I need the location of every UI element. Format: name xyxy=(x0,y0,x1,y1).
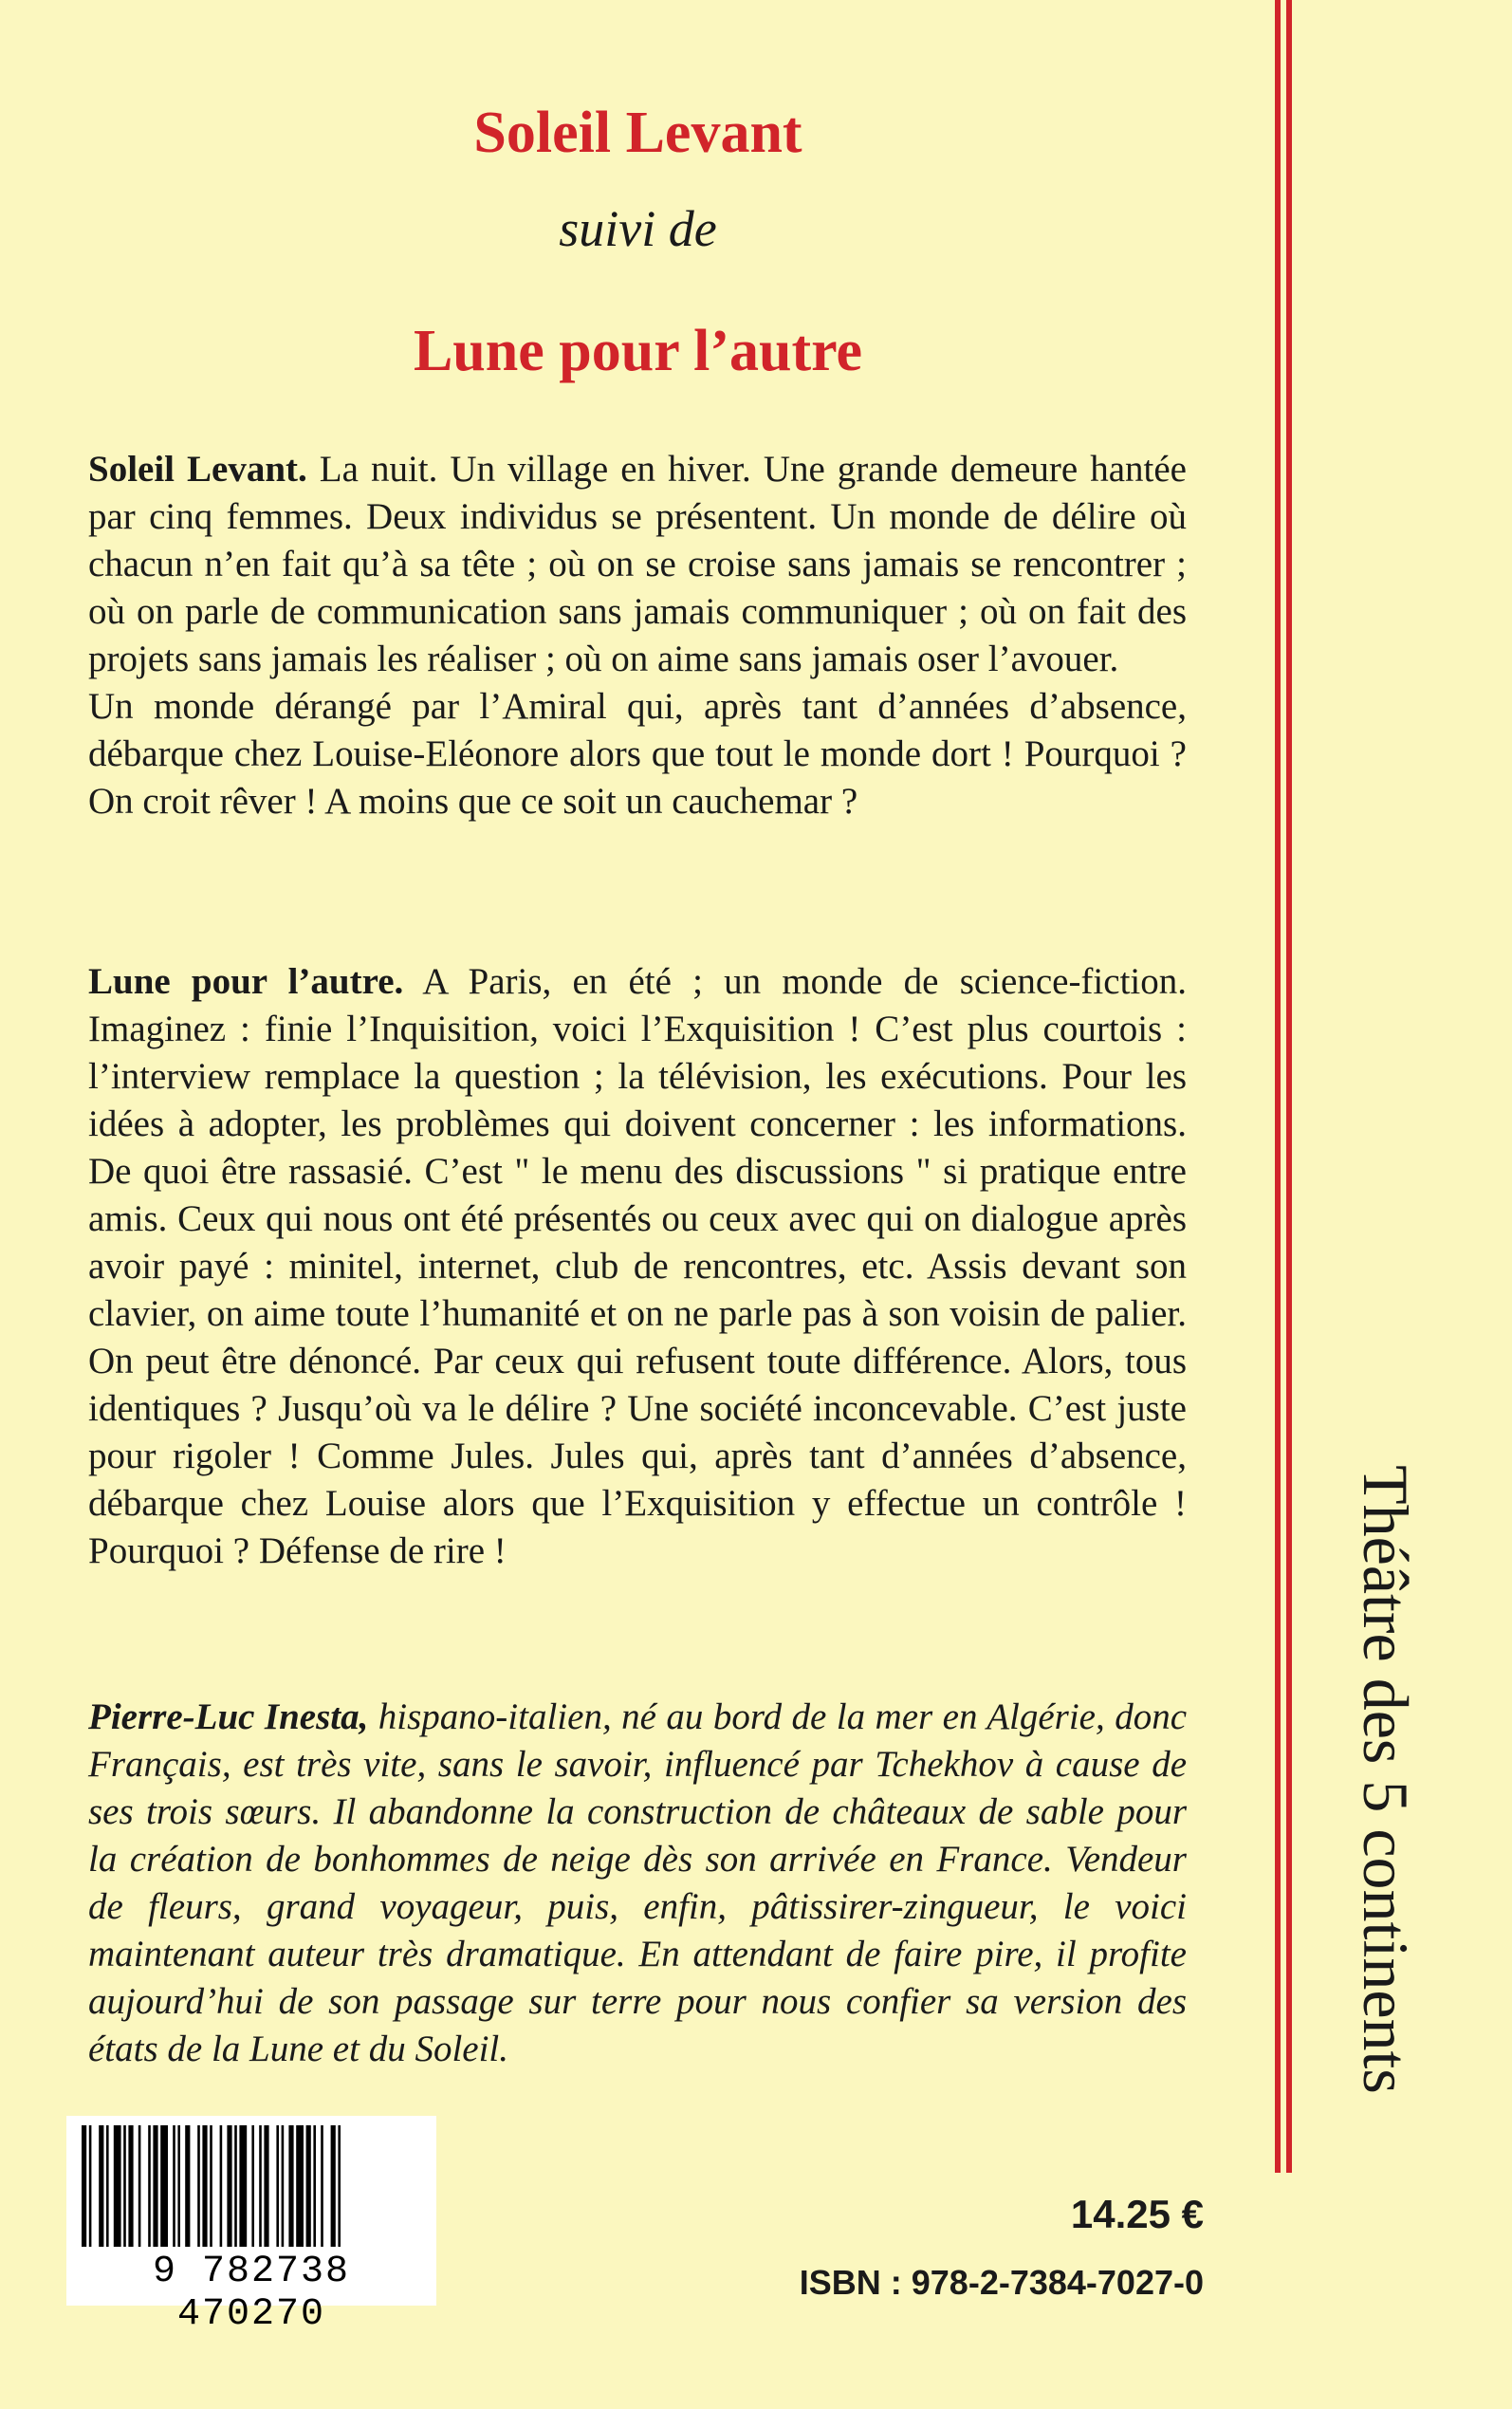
barcode-bar xyxy=(128,2125,133,2247)
barcode-bar xyxy=(331,2125,336,2247)
collection-name: Théâtre des 5 continents xyxy=(1349,1464,1422,2094)
barcode-bar xyxy=(288,2125,293,2247)
barcode-bar xyxy=(185,2125,190,2247)
barcode-bar xyxy=(264,2125,268,2247)
author-bio xyxy=(88,1694,1187,2073)
barcode-bar xyxy=(89,2125,92,2247)
barcode-bar xyxy=(153,2125,157,2247)
collection-name-vertical xyxy=(1328,1385,1442,2173)
barcode-bar xyxy=(173,2125,175,2247)
isbn: ISBN : 978-2-7384-7027-0 xyxy=(799,2263,1204,2302)
barcode-bar xyxy=(123,2125,126,2247)
barcode-bars xyxy=(78,2125,425,2247)
synopsis-text: A Paris, en été ; un monde de science-fiction. Imaginez : finie l’Inquisition, voici l’Exquisition ! C’est plus courtois : l’interview remplace la question ; la télévision, les exécutions. Pour les idées à adopter, les problèmes qui doivent concerner : les informations. De quoi être rassasié. C’est " le menu des discussions " si pratique entre amis. Ceux qui nous ont été présentés ou ceux avec qui on dialogue après avoir payé : minitel, internet, club de rencontres, etc. Assis devant son clavier, on aime toute l’humanité et on ne parle pas à son voisin de palier. On peut être dénoncé. Par ceux qui refusent toute différence. Alors, tous identiques ? Jusqu’où va le délire ? Une société inconcevable. C’est juste pour rigoler ! Comme Jules. Jules qui, après tant d’années d’absence, débarque chez Louise alors que l’Exquisition y effectue un contrôle ! Pourquoi ? Défense de rire ! xyxy=(88,961,1187,1571)
barcode-bar xyxy=(282,2125,285,2247)
barcode-bar xyxy=(148,2125,151,2247)
author-bio-text: hispano-italien, né au bord de la mer en Algérie, donc Français, est très vite, sans le savoir, influencé par Tchekhov à cause de ses trois sœurs. Il abandonne la construction de châteaux de sable pour la création de bonhommes de neige dès son arrivée en France. Vendeur de fleurs, grand voyageur, puis, enfin, pâtissirer-zingueur, le voici maintenant auteur très dramatique. En attendant de faire pire, il profite aujourd’hui de son passage sur terre pour nous confier sa version des états de la Lune et du Soleil. xyxy=(88,1696,1187,2069)
barcode-bar xyxy=(106,2125,109,2247)
barcode-bar xyxy=(177,2125,180,2247)
spine-divider-line xyxy=(1275,0,1281,2173)
barcode-bar xyxy=(313,2125,316,2247)
synopsis-text: La nuit. Un village en hiver. Une grande demeure hantée par cinq femmes. Deux individus se présentent. Un monde de délire où chacun n’en fait qu’à sa tête ; où on se croise sans jamais se rencontrer ; où on parle de communication sans jamais communiquer ; où on fait des projets sans jamais les réaliser ; où on aime sans jamais oser l’avouer. xyxy=(88,449,1187,679)
barcode-bar xyxy=(321,2125,323,2247)
barcode-bar xyxy=(338,2125,341,2247)
barcode-bar xyxy=(251,2125,254,2247)
synopsis-lead: Soleil Levant. xyxy=(88,449,307,490)
synopsis-lune-pour-lautre xyxy=(88,958,1187,1575)
author-name: Pierre-Luc Inesta, xyxy=(88,1696,369,1737)
title-lune-pour-lautre: Lune pour l’autre xyxy=(413,319,863,383)
barcode-bar xyxy=(296,2125,304,2247)
price: 14.25 € xyxy=(1070,2192,1204,2236)
barcode-bar xyxy=(99,2125,103,2247)
barcode-bar xyxy=(220,2125,223,2247)
barcode-bar xyxy=(114,2125,121,2247)
barcode-bar xyxy=(239,2125,247,2247)
subtitle-suivi-de: suivi de xyxy=(559,200,717,257)
barcode-bar xyxy=(138,2125,141,2247)
barcode-bar xyxy=(202,2125,207,2247)
spine-divider-line xyxy=(1286,0,1292,2173)
barcode-bar xyxy=(197,2125,200,2247)
barcode-bar xyxy=(210,2125,212,2247)
barcode-digits: 9 782738 470270 xyxy=(152,2251,351,2336)
synopsis-text-2: Un monde dérangé par l’Amiral qui, après tant d’années d’absence, débarque chez Louise-Eléonore alors que tout le monde dort ! Pourquoi ? On croit rêver ! A moins que ce soit un cauchemar ? xyxy=(88,686,1187,822)
barcode-bar xyxy=(234,2125,237,2247)
barcode-bar xyxy=(227,2125,231,2247)
synopsis-lead: Lune pour l’autre. xyxy=(88,961,404,1002)
title-soleil-levant: Soleil Levant xyxy=(473,101,802,165)
barcode-bar xyxy=(259,2125,262,2247)
barcode xyxy=(66,2116,436,2336)
barcode-bar xyxy=(82,2125,86,2247)
synopsis-soleil-levant xyxy=(88,446,1187,825)
barcode-bar xyxy=(306,2125,311,2247)
barcode-bar xyxy=(276,2125,279,2247)
barcode-bar xyxy=(160,2125,168,2247)
